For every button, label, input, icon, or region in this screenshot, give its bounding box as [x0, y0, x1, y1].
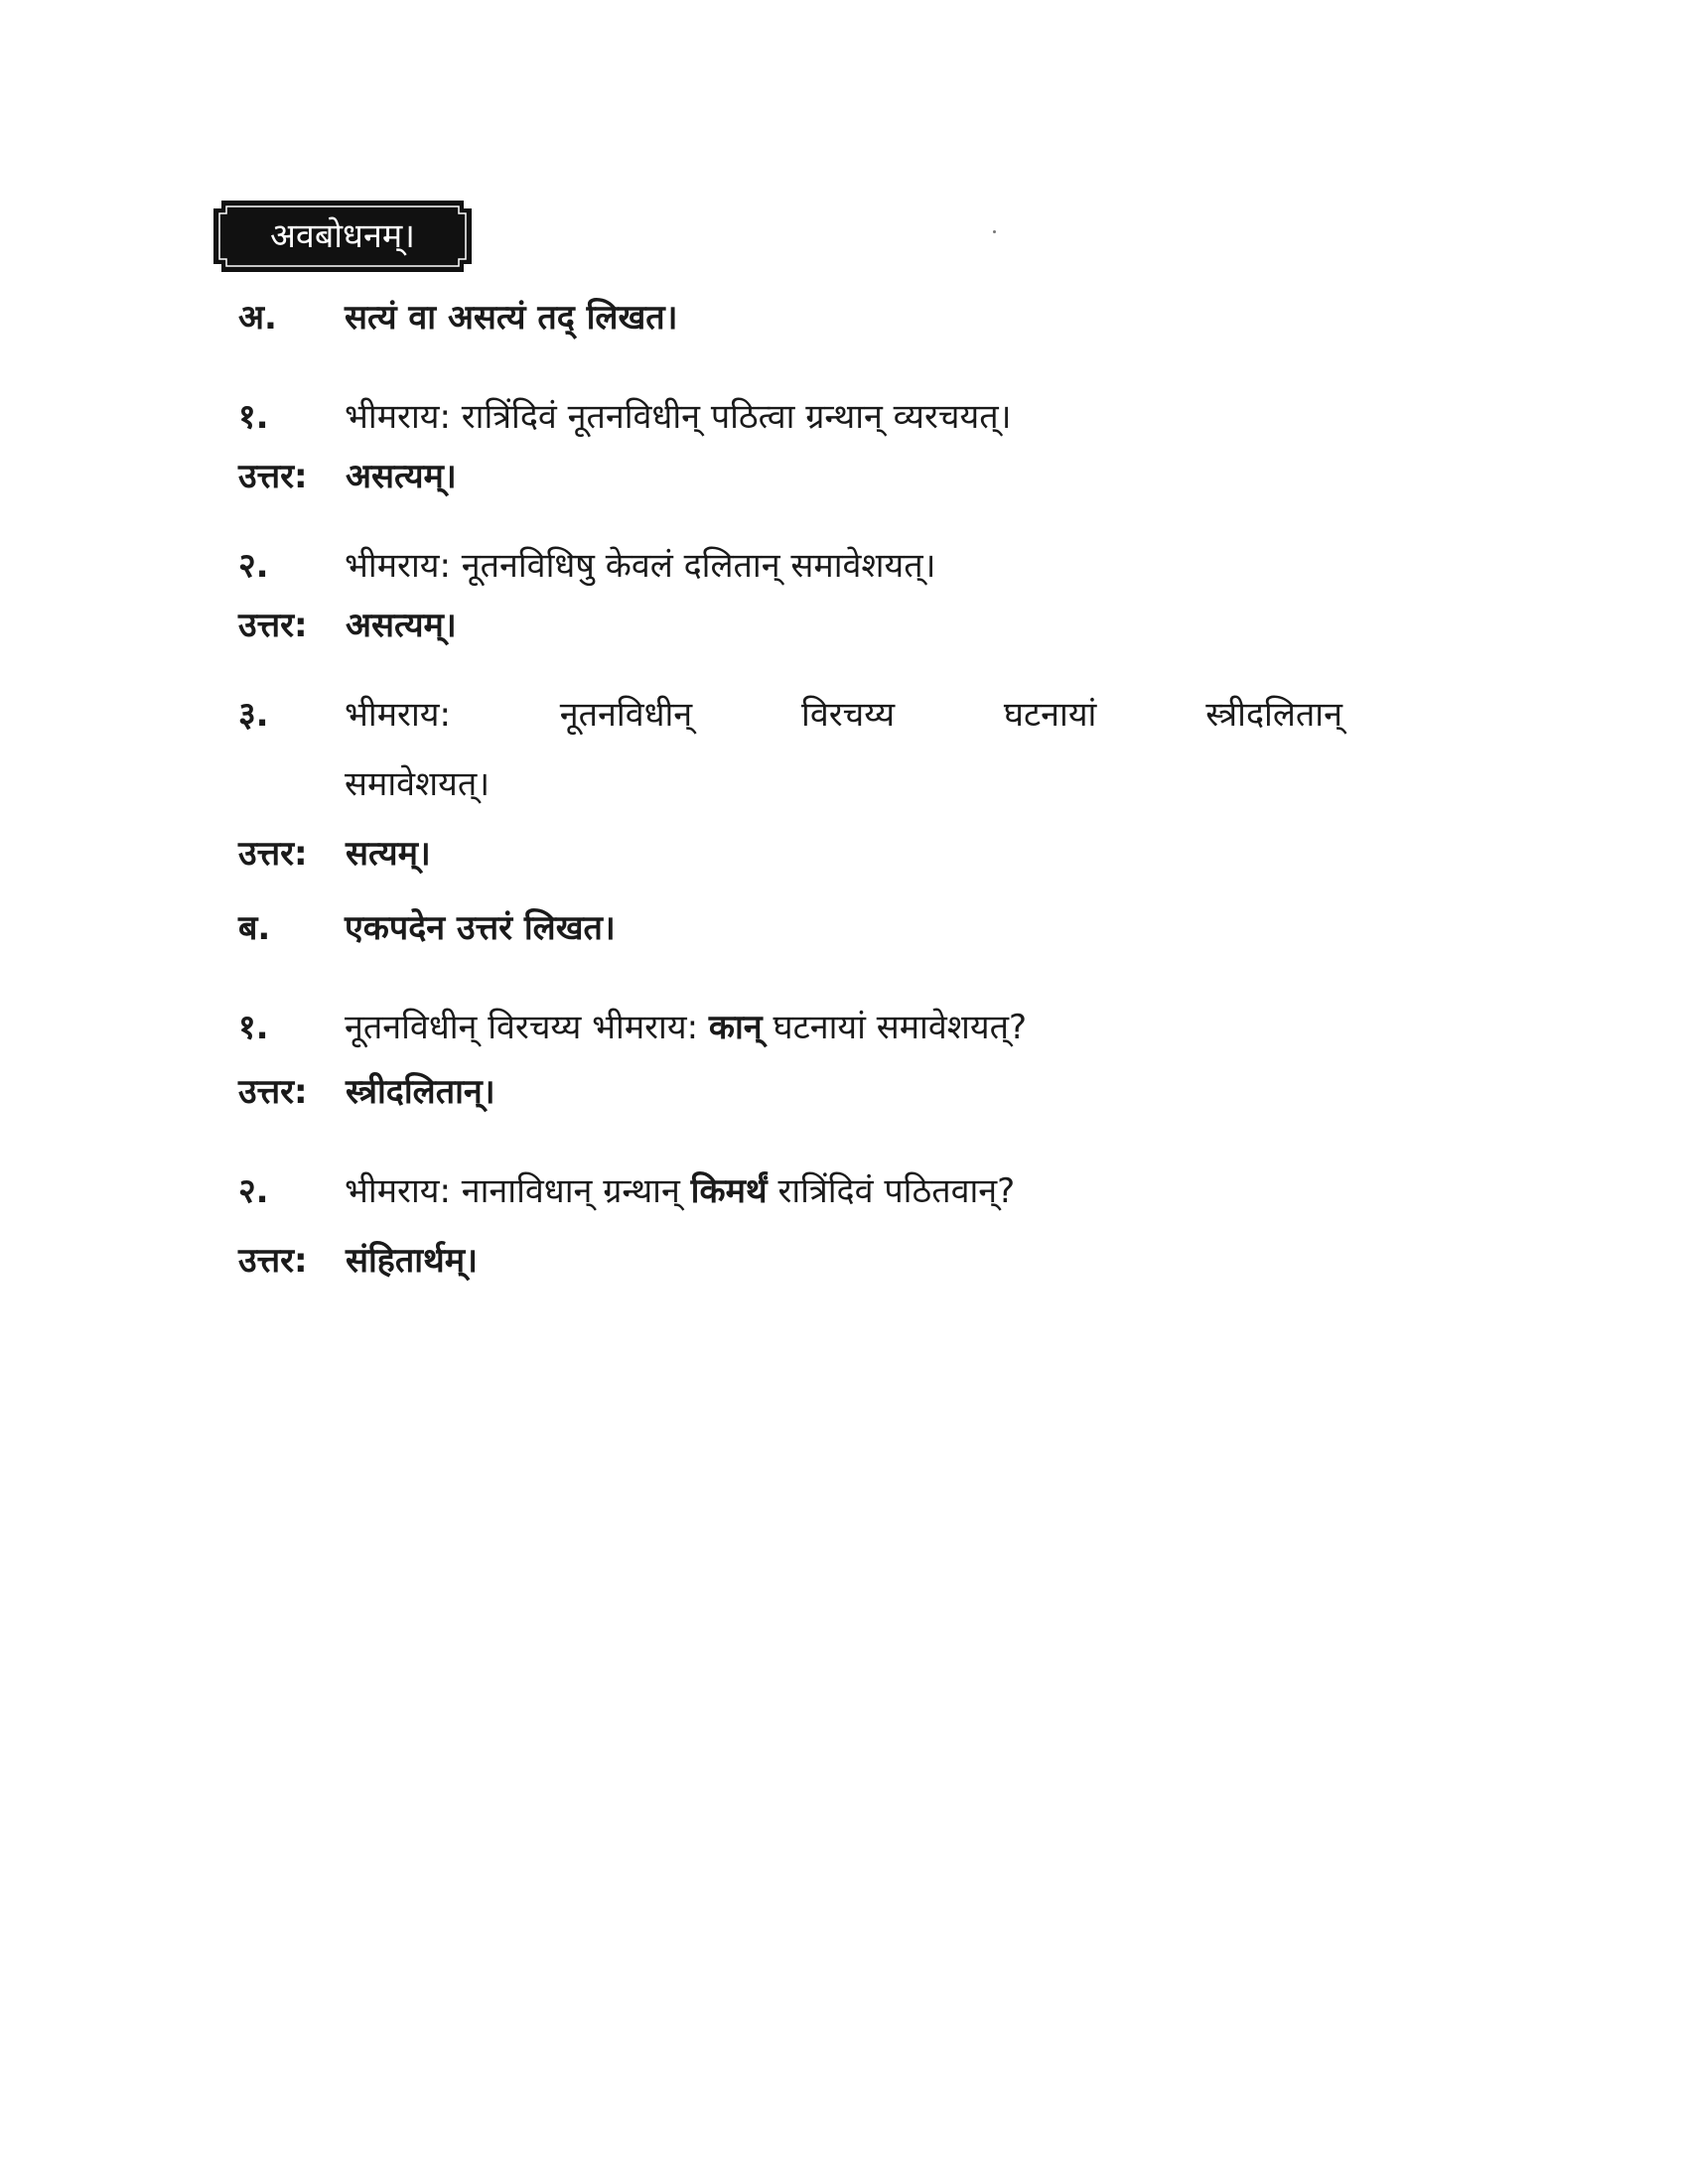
question-row — [238, 536, 1231, 596]
answer-text: सत्यम्। — [346, 834, 431, 874]
question-row — [238, 998, 1231, 1057]
stray-dot — [993, 230, 996, 233]
section-a-instruction-row — [238, 288, 1231, 347]
section-b-marker: ब. — [238, 908, 271, 948]
answer-text: असत्यम्। — [346, 457, 457, 496]
answer-label: उत्तर: — [238, 457, 308, 496]
question-number: १. — [238, 1008, 269, 1047]
section-heading: अवबोधनम्। — [269, 216, 416, 256]
answer-text: असत्यम्। — [346, 606, 457, 645]
answer-row — [238, 596, 1231, 655]
question-keyword: किमर्थं — [690, 1171, 768, 1211]
question-number: २. — [238, 1171, 269, 1211]
question-word: नूतनविधीन् — [559, 695, 693, 735]
question-text: भीमराय: नूतनविधिषु केवलं दलितान् समावेशयत्। — [345, 546, 936, 586]
question-row — [238, 387, 1231, 447]
question-text-justified — [345, 685, 1342, 745]
section-a-instruction: सत्यं वा असत्यं तद् लिखत। — [345, 298, 678, 338]
question-row — [238, 1161, 1231, 1221]
question-text: भीमराय: रात्रिंदिवं नूतनविधीन् पठित्वा ग्रन्थान् व्यरचयत्। — [345, 397, 1012, 437]
question-keyword: कान् — [708, 1008, 763, 1047]
answer-row — [238, 824, 1231, 884]
question-number: ३. — [238, 695, 269, 735]
question-text-pre: भीमराय: नानाविधान् ग्रन्थान् — [345, 1171, 680, 1211]
question-continuation-row — [238, 754, 1231, 814]
section-a-marker: अ. — [238, 298, 277, 338]
question-text-pre: नूतनविधीन् विरचय्य भीमराय: — [345, 1008, 699, 1047]
question-word: घटनायां — [1003, 695, 1097, 735]
question-word: स्त्रीदलितान् — [1205, 695, 1342, 735]
question-text-post: घटनायां समावेशयत्? — [773, 1008, 1027, 1047]
question-row — [238, 685, 1342, 745]
question-text-post: रात्रिंदिवं पठितवान्? — [777, 1171, 1016, 1211]
question-text — [345, 1161, 1015, 1221]
answer-row — [238, 447, 1231, 506]
section-b-instruction-row — [238, 898, 1231, 958]
answer-label: उत्तर: — [238, 1072, 308, 1112]
question-number: १. — [238, 397, 269, 437]
section-heading-badge — [212, 200, 473, 273]
answer-text: स्त्रीदलितान्। — [346, 1072, 495, 1112]
answer-row — [238, 1231, 1231, 1291]
answer-row — [238, 1062, 1231, 1122]
answer-label: उत्तर: — [238, 834, 308, 874]
question-text — [345, 998, 1027, 1057]
question-word: विरचय्य — [801, 695, 896, 735]
answer-label: उत्तर: — [238, 1241, 308, 1281]
question-number: २. — [238, 546, 269, 586]
question-text-continued: समावेशयत्। — [345, 764, 491, 804]
question-word: भीमराय: — [345, 695, 451, 735]
section-b-instruction: एकपदेन उत्तरं लिखत। — [345, 908, 616, 948]
answer-label: उत्तर: — [238, 606, 308, 645]
answer-text: संहितार्थम्। — [346, 1241, 478, 1281]
